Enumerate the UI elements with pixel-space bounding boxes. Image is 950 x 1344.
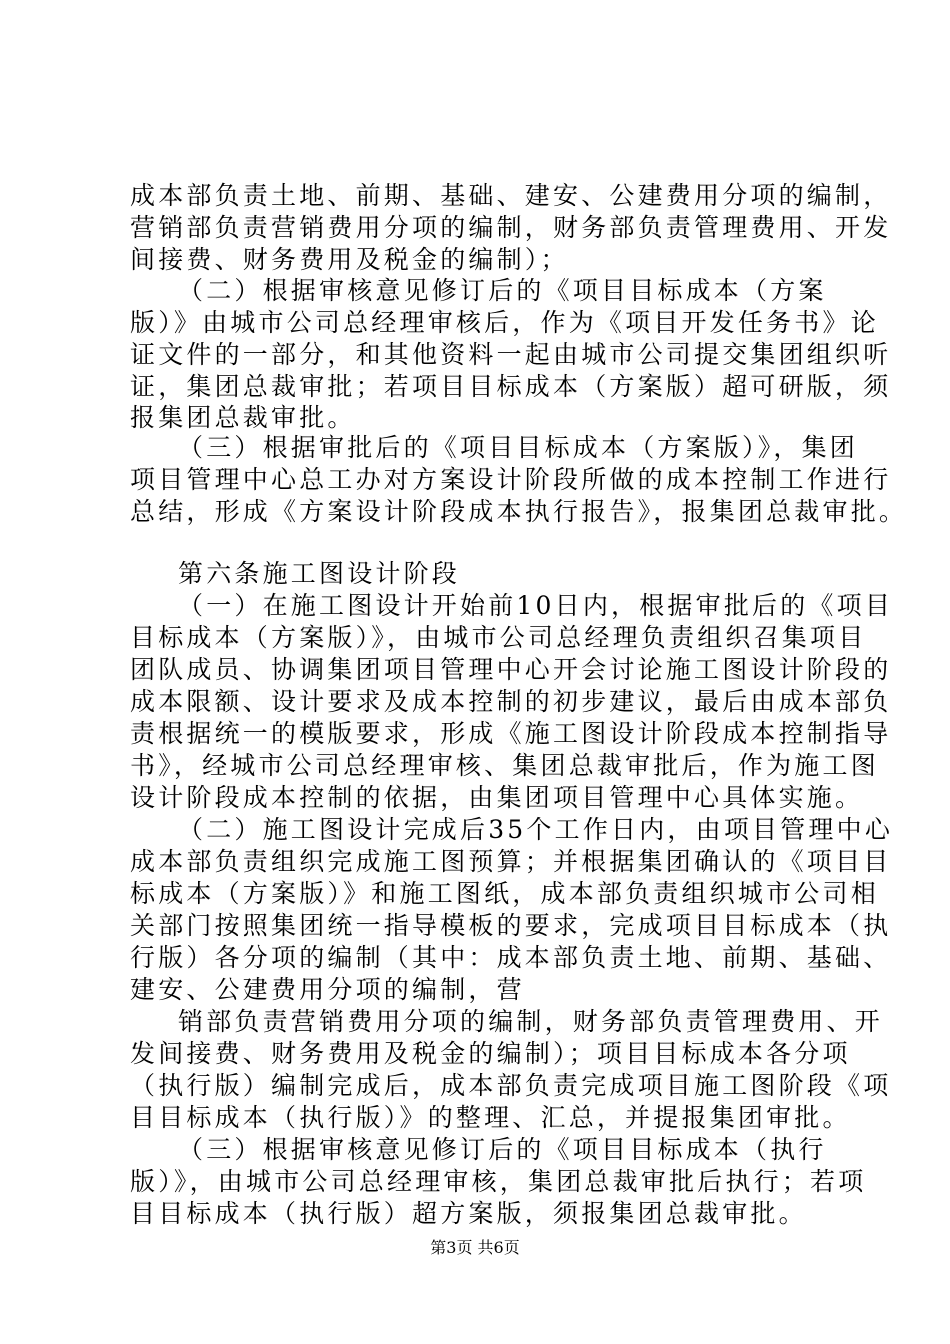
text-line: 总结，形成《方案设计阶段成本执行报告》，报集团总裁审批。 (130, 497, 908, 526)
text-line: 目标成本（方案版）》，由城市公司总经理负责组织召集项目 (130, 623, 867, 652)
text-line: 关部门按照集团统一指导模板的要求，完成项目目标成本（执 (130, 911, 892, 940)
text-line: 营销部负责营销费用分项的编制，财务部负责管理费用、开发 (130, 213, 892, 242)
text-line: （三）根据审批后的《项目目标成本（方案版）》，集团 (178, 433, 859, 462)
text-line: 证文件的一部分，和其他资料一起由城市公司提交集团组织听 (130, 340, 892, 369)
text-line: 成本部负责土地、前期、基础、建安、公建费用分项的编制， (130, 181, 892, 210)
text-line: （二）根据审核意见修订后的《项目目标成本（方案 (178, 276, 827, 305)
text-line: 团队成员、协调集团项目管理中心开会讨论施工图设计阶段的 (130, 655, 892, 684)
text-line: 版）》由城市公司总经理审核后，作为《项目开发任务书》论 (130, 308, 879, 337)
text-line: 责根据统一的模版要求，形成《施工图设计阶段成本控制指导 (130, 719, 892, 748)
text-line: 版）》，由城市公司总经理审核，集团总裁审批后执行；若项 (130, 1167, 867, 1196)
text-line: 销部负责营销费用分项的编制，财务部负责管理费用、开 (178, 1007, 884, 1036)
page-footer: 第3页 共6页 (430, 1238, 520, 1257)
text-line: 行版）各分项的编制（其中：成本部负责土地、前期、基础、 (130, 943, 892, 972)
text-line: 成本限额、设计要求及成本控制的初步建议，最后由成本部负 (130, 687, 892, 716)
text-line: 建安、公建费用分项的编制，营 (130, 975, 525, 1004)
text-line: 目目标成本（执行版）超方案版，须报集团总裁审批。 (130, 1199, 807, 1228)
text-line: 标成本（方案版）》和施工图纸，成本部负责组织城市公司相 (130, 879, 879, 908)
text-line: 报集团总裁审批。 (130, 403, 356, 432)
text-line: 成本部负责组织完成施工图预算；并根据集团确认的《项目目 (130, 847, 892, 876)
text-line: 项目管理中心总工办对方案设计阶段所做的成本控制工作进行 (130, 465, 892, 494)
text-line: （执行版）编制完成后，成本部负责完成项目施工图阶段《项 (130, 1071, 892, 1100)
text-line: 证，集团总裁审批；若项目目标成本（方案版）超可研版，须 (130, 372, 892, 401)
text-line: 书》，经城市公司总经理审核、集团总裁审批后，作为施工图 (130, 751, 879, 780)
text-line: （三）根据审核意见修订后的《项目目标成本（执行 (178, 1135, 827, 1164)
section-heading: 第六条施工图设计阶段 (178, 559, 461, 588)
text-line: 目目标成本（执行版）》的整理、汇总，并提报集团审批。 (130, 1103, 851, 1132)
text-line: 间接费、财务费用及税金的编制）； (130, 245, 569, 274)
text-line: 发间接费、财务费用及税金的编制）；项目目标成本各分项 (130, 1039, 851, 1068)
text-line: （二）施工图设计完成后35个工作日内，由项目管理中心 (178, 815, 894, 844)
text-line: （一）在施工图设计开始前10日内，根据审批后的《项目 (178, 591, 894, 620)
text-line: 设计阶段成本控制的依据，由集团项目管理中心具体实施。 (130, 783, 864, 812)
